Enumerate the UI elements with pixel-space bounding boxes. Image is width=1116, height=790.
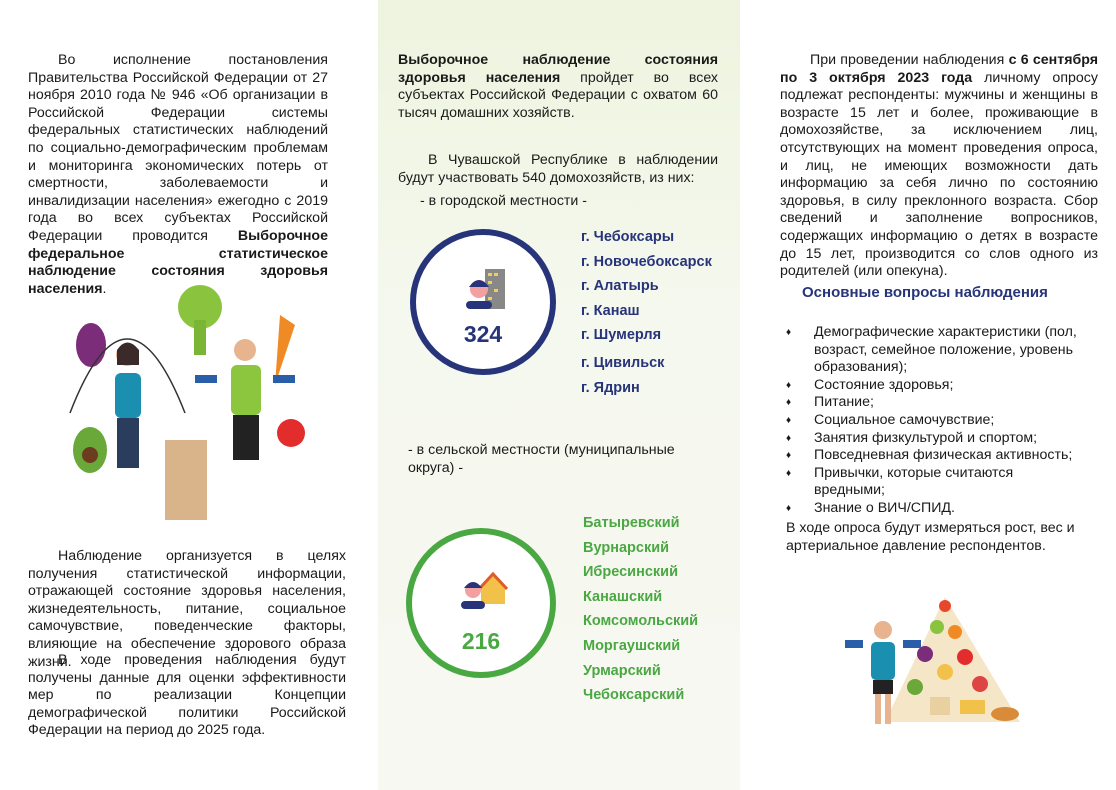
district-item: Моргаушский — [583, 637, 681, 654]
question-item: ♦ Повседневная физическая активность; — [786, 447, 1086, 465]
eggplant-icon — [76, 323, 106, 367]
rural-circle — [406, 528, 556, 678]
measurements-paragraph: В ходе опроса будут измеряться рост, вес и артериальное давление респондентов. — [786, 520, 1075, 554]
food-pyramid — [885, 597, 1020, 722]
right-panel — [740, 0, 1116, 790]
question-item: ♦ Занятия физкультурой и спортом; — [786, 430, 1086, 448]
apple-icon — [277, 419, 305, 447]
period-text-rest: личному опросу подлежат респонденты: мужчины и женщины в возрасте 15 лет и более, проживающие в домохозяйстве, за исключением лиц, отсутствующих на момент проведения опроса, и лиц, не имеющих возможности дать информацию за себя лично по состоянию здоровья, в силу преклонного возраста. Сбор сведений и заполнение вопросников, содержащих информацию о детях в возрасте до 15 лет, производится со слов одного из родителей (или опекуна). — [780, 69, 1098, 280]
woman-figure — [115, 373, 141, 418]
dumbbell-icon — [845, 640, 863, 648]
district-item: Урмарский — [583, 662, 661, 679]
cities-list — [581, 229, 712, 404]
city-item: г. Шумерля — [581, 327, 662, 344]
city-item: г. Чебоксары — [581, 229, 675, 245]
rural-label: - в сельской местности (муниципальные округа) - — [408, 442, 675, 476]
man-with-dumbbells — [871, 642, 895, 680]
carrot-icon — [275, 315, 295, 385]
food-pyramid-illustration — [845, 592, 1025, 732]
left-panel — [0, 0, 378, 790]
period-dates: с 6 сентября по 3 октября 2023 года — [780, 52, 1098, 86]
man-figure — [231, 365, 261, 415]
city-item: г. Канаш — [581, 302, 640, 319]
district-item: Ибресинский — [583, 564, 678, 581]
questions-list — [786, 324, 1086, 518]
rural-count: 216 — [461, 628, 501, 654]
urban-count: 324 — [463, 321, 503, 347]
city-item: г. Ядрин — [581, 379, 640, 396]
district-item: Канашский — [583, 588, 663, 605]
questions-heading: Основные вопросы наблюдения — [802, 284, 1048, 301]
village-person-icon — [459, 570, 509, 610]
dumbbell-icon — [195, 375, 217, 383]
results-paragraph: В ходе проведения наблюдения будут получены данные для оценки эффективности мер по реализации Концепции демографической политики Российской Федерации на период до 2025 года. — [28, 652, 346, 739]
question-item: ♦ Состояние здоровья; — [786, 377, 1086, 395]
city-item: г. Новочебоксарск — [581, 253, 712, 270]
intro-end: . — [102, 280, 107, 297]
intro-bold: Выборочное федеральное статистическое наблюдение состояния здоровья населения — [28, 227, 328, 297]
intro-text: Во исполнение постановления Правительства Российской Федерации от 27 ноября 2010 года № 946 «Об организации в Российской Федерации системы федеральных статистических наблюдений по социально-демографическим проблемам и мониторинга экономических потерь от смертности, заболеваемости и инвалидизации населения» ежегодно с 2019 года во всех субъектах Российской Федерации проводится — [28, 52, 328, 244]
survey-coverage-text: пройдет во всех субъектах Российской Федерации с охватом 60 тысяч домашних хозяйств. — [398, 69, 718, 121]
middle-panel — [378, 0, 740, 790]
district-item: Комсомольский — [583, 613, 699, 630]
city-item: г. Цивильск — [581, 354, 665, 371]
urban-circle — [410, 229, 556, 375]
city-person-icon — [463, 263, 513, 313]
question-item: ♦ Социальное самочувствие; — [786, 412, 1086, 430]
urban-label: - в городской местности - — [420, 193, 588, 209]
grocery-bag-icon — [165, 440, 207, 520]
question-item: ♦ Знание о ВИЧ/СПИД. — [786, 500, 1086, 518]
survey-name-bold: Выборочное наблюдение состояния здоровья населения — [398, 52, 718, 86]
district-item: Чебоксарский — [583, 687, 685, 704]
district-item: Вурнарский — [583, 539, 670, 556]
question-item: ♦ Питание; — [786, 394, 1086, 412]
survey-coverage-paragraph — [398, 52, 718, 122]
city-item: г. Алатырь — [581, 278, 659, 295]
fitness-illustration — [55, 285, 315, 525]
question-item: ♦ Демографические характеристики (пол, возраст, семейное положение, уровень образования); — [786, 324, 1086, 377]
period-text-start: При проведении наблюдения — [810, 52, 1009, 68]
chuvash-paragraph: В Чувашской Республике в наблюдении будут участвовать 540 домохозяйств, из них: — [398, 152, 718, 186]
purpose-paragraph: Наблюдение организуется в целях получения статистической информации, отражающей состояние здоровья населения, жизнедеятельность, питание, социальное самочувствие, поведенческие факторы, влияющие на обеспечение здорового образа жизни. — [28, 548, 346, 670]
districts-list — [583, 515, 698, 712]
intro-paragraph — [28, 52, 328, 298]
question-item: ♦ Привычки, которые считаются вредными; — [786, 465, 1086, 500]
district-item: Батыревский — [583, 515, 680, 531]
period-paragraph — [780, 52, 1098, 281]
